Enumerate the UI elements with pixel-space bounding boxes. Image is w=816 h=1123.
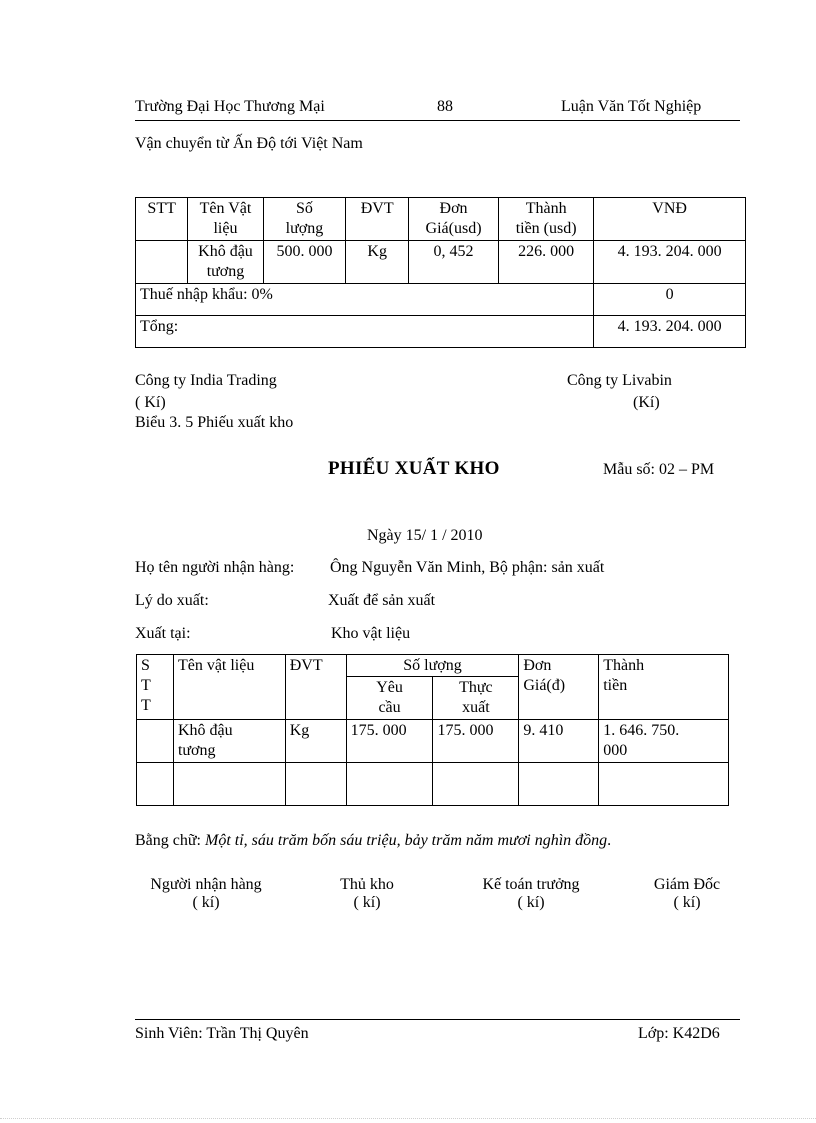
col-actual: Thực xuất [433, 677, 519, 720]
tax-value: 0 [594, 284, 746, 316]
reason-value: Xuất để sản xuất [328, 592, 436, 609]
signature-storekeeper: Thủ kho ( kí) [340, 876, 394, 911]
tax-label: Thuế nhập khẩu: 0% [136, 284, 594, 316]
col-total: Thành tiền [599, 655, 729, 720]
col-unit: ĐVT [285, 655, 346, 720]
tax-row [136, 284, 746, 316]
footer-class: Lớp: K42D6 [638, 1025, 720, 1042]
right-company: Công ty Livabin [567, 372, 672, 389]
col-name: Tên Vật liệu [188, 198, 263, 241]
header-doc-type: Luận Văn Tốt Nghiệp [561, 98, 702, 115]
receiver-label: Họ tên người nhận hàng: [135, 559, 295, 576]
footer-student: Sinh Viên: Trần Thị Quyên [135, 1025, 309, 1042]
table-row [136, 241, 746, 284]
item-name: Khô đậu tương [173, 720, 285, 763]
import-table [135, 197, 746, 348]
item-total: 1. 646. 750. 000 [599, 720, 729, 763]
sum-row [136, 316, 746, 348]
col-total: Thành tiền (usd) [499, 198, 594, 241]
right-sign: (Kí) [633, 394, 660, 411]
amount-words-value: Một tỉ, sáu trăm bốn sáu triệu, bảy trăm năm mươi nghìn đồng [205, 832, 608, 849]
slip-date: Ngày 15/ 1 / 2010 [367, 527, 483, 544]
export-header-row-1 [137, 655, 729, 677]
footer-rule [135, 1019, 740, 1020]
col-unit: ĐVT [346, 198, 409, 241]
item-total: 226. 000 [499, 241, 594, 284]
empty-row [137, 763, 729, 806]
item-actual: 175. 000 [433, 720, 519, 763]
item-unit: Kg [285, 720, 346, 763]
col-price: Đơn Giá(đ) [519, 655, 599, 720]
col-qty-group: Số lượng [346, 655, 519, 677]
left-company: Công ty India Trading [135, 372, 277, 389]
item-price: 9. 410 [519, 720, 599, 763]
col-vnd: VNĐ [594, 198, 746, 241]
item-qty: 500. 000 [263, 241, 346, 284]
col-requested: Yêu cầu [346, 677, 433, 720]
form-number: Mẫu số: 02 – PM [603, 461, 715, 478]
item-name: Khô đậu tương [188, 241, 263, 284]
sum-value: 4. 193. 204. 000 [594, 316, 746, 348]
item-vnd: 4. 193. 204. 000 [594, 241, 746, 284]
item-unit: Kg [346, 241, 409, 284]
transport-text: Vận chuyển từ Ấn Độ tới Việt Nam [135, 135, 363, 152]
page-number: 88 [437, 98, 453, 115]
signature-chief-accountant: Kế toán trưởng ( kí) [482, 876, 580, 911]
table-row [137, 720, 729, 763]
reason-label: Lý do xuất: [135, 592, 209, 609]
location-value: Kho vật liệu [331, 625, 411, 642]
sum-label: Tổng: [136, 316, 594, 348]
left-sign: ( Kí) [135, 394, 166, 411]
signature-director: Giám Đốc ( kí) [653, 876, 721, 911]
receiver-value: Ông Nguyễn Văn Minh, Bộ phận: sản xuất [330, 559, 605, 576]
location-label: Xuất tại: [135, 625, 191, 642]
page-edge [0, 1118, 816, 1119]
col-qty: Số lượng [263, 198, 346, 241]
import-header-row [136, 198, 746, 241]
header-school: Trường Đại Học Thương Mại [135, 98, 325, 115]
header-rule [135, 120, 740, 121]
item-price: 0, 452 [409, 241, 499, 284]
amount-in-words: Bằng chữ: Một tỉ, sáu trăm bốn sáu triệu, bảy trăm năm mươi nghìn đồng. [135, 832, 612, 849]
export-table [136, 654, 729, 806]
col-price: Đơn Giá(usd) [409, 198, 499, 241]
col-stt: S T T [137, 655, 174, 720]
col-stt: STT [136, 198, 188, 241]
signature-receiver: Người nhận hàng ( kí) [150, 876, 262, 911]
figure-caption: Biểu 3. 5 Phiếu xuất kho [135, 414, 294, 431]
slip-title: PHIẾU XUẤT KHO [328, 458, 500, 479]
item-requested: 175. 000 [346, 720, 433, 763]
amount-words-label: Bằng chữ: [135, 832, 201, 849]
col-name: Tên vật liệu [173, 655, 285, 720]
